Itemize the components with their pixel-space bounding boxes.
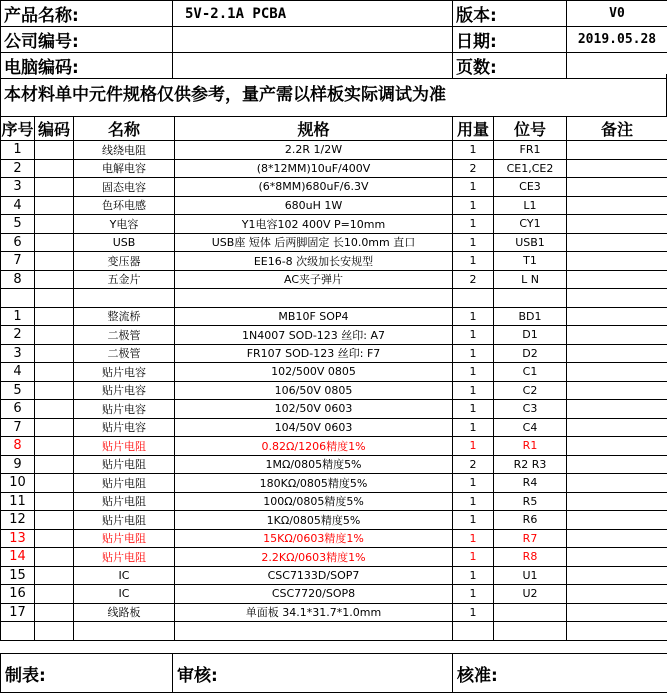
row-code[interactable]	[35, 215, 74, 234]
footer-table	[0, 653, 667, 693]
table-row	[1, 492, 667, 511]
row-name[interactable]: 贴片电阻	[74, 492, 175, 511]
row-name[interactable]: 电解电容	[74, 159, 175, 178]
row-name[interactable]: Y电容	[74, 215, 175, 234]
row-code[interactable]	[35, 270, 74, 289]
row-remark[interactable]	[567, 344, 667, 363]
row-spec[interactable]: 106/50V 0805	[175, 381, 453, 400]
row-qty[interactable]: 2	[453, 270, 494, 289]
row-remark[interactable]	[567, 178, 667, 197]
row-code[interactable]	[35, 141, 74, 160]
col-header-seq: 序号	[1, 117, 35, 141]
table-row	[1, 178, 667, 197]
row-qty[interactable]: 1	[453, 344, 494, 363]
row-name[interactable]: 色环电感	[74, 196, 175, 215]
row-qty[interactable]: 1	[453, 381, 494, 400]
blank-cell[interactable]	[494, 622, 567, 641]
version-label: 版本:	[453, 1, 567, 27]
row-seq[interactable]: 14	[1, 548, 35, 567]
row-spec[interactable]: 2.2KΩ/0603精度1%	[175, 548, 453, 567]
row-remark[interactable]	[567, 326, 667, 345]
row-qty[interactable]: 1	[453, 603, 494, 622]
row-seq[interactable]: 5	[1, 215, 35, 234]
row-seq[interactable]: 12	[1, 511, 35, 530]
col-header-code: 编码	[35, 117, 74, 141]
row-qty[interactable]: 1	[453, 363, 494, 382]
bom-table	[0, 116, 667, 641]
row-name[interactable]: 贴片电阻	[74, 437, 175, 456]
row-spec[interactable]: MB10F SOP4	[175, 307, 453, 326]
row-position[interactable]: C4	[494, 418, 567, 437]
row-seq[interactable]: 13	[1, 529, 35, 548]
row-code[interactable]	[35, 585, 74, 604]
row-qty[interactable]: 1	[453, 196, 494, 215]
row-seq[interactable]: 5	[1, 381, 35, 400]
row-position[interactable]: L1	[494, 196, 567, 215]
row-remark[interactable]	[567, 363, 667, 382]
bom-header-row	[1, 117, 667, 141]
row-qty[interactable]: 2	[453, 159, 494, 178]
row-code[interactable]	[35, 603, 74, 622]
row-name[interactable]: IC	[74, 566, 175, 585]
row-code[interactable]	[35, 159, 74, 178]
row-spec[interactable]: 1MΩ/0805精度5%	[175, 455, 453, 474]
table-row	[1, 400, 667, 419]
row-seq[interactable]: 4	[1, 363, 35, 382]
row-remark[interactable]	[567, 252, 667, 271]
blank-row	[1, 289, 667, 308]
blank-cell[interactable]	[74, 289, 175, 308]
row-position[interactable]: R5	[494, 492, 567, 511]
row-code[interactable]	[35, 196, 74, 215]
row-qty[interactable]: 1	[453, 307, 494, 326]
blank-cell[interactable]	[74, 622, 175, 641]
row-remark[interactable]	[567, 215, 667, 234]
row-position[interactable]: BD1	[494, 307, 567, 326]
col-header-name: 名称	[74, 117, 175, 141]
row-remark[interactable]	[567, 159, 667, 178]
table-row	[1, 233, 667, 252]
row-position[interactable]: D2	[494, 344, 567, 363]
row-seq[interactable]: 2	[1, 326, 35, 345]
row-name[interactable]: 贴片电阻	[74, 511, 175, 530]
row-seq[interactable]: 10	[1, 474, 35, 493]
row-remark[interactable]	[567, 437, 667, 456]
row-position[interactable]: C2	[494, 381, 567, 400]
row-code[interactable]	[35, 344, 74, 363]
row-position[interactable]: U2	[494, 585, 567, 604]
row-position[interactable]: R8	[494, 548, 567, 567]
computer-code-label: 电脑编码:	[1, 53, 173, 79]
row-spec[interactable]: 102/50V 0603	[175, 400, 453, 419]
row-remark[interactable]	[567, 566, 667, 585]
row-spec[interactable]: (8*12MM)10uF/400V	[175, 159, 453, 178]
row-spec[interactable]: USB座 短体 后两脚固定 长10.0mm 直口	[175, 233, 453, 252]
col-header-remark: 备注	[567, 117, 667, 141]
row-qty[interactable]: 1	[453, 400, 494, 419]
table-row	[1, 381, 667, 400]
row-remark[interactable]	[567, 603, 667, 622]
row-qty[interactable]: 1	[453, 141, 494, 160]
row-seq[interactable]: 7	[1, 252, 35, 271]
row-qty[interactable]: 2	[453, 455, 494, 474]
blank-cell[interactable]	[453, 289, 494, 308]
row-name[interactable]: 贴片电容	[74, 400, 175, 419]
row-code[interactable]	[35, 492, 74, 511]
made-by-label: 制表:	[1, 654, 173, 693]
spec-disclaimer-note: 本材料单中元件规格仅供参考，量产需以样板实际调试为准	[0, 74, 667, 116]
header-table	[0, 0, 667, 79]
table-row	[1, 603, 667, 622]
row-code[interactable]	[35, 548, 74, 567]
row-spec[interactable]: 1KΩ/0805精度5%	[175, 511, 453, 530]
row-position[interactable]: C3	[494, 400, 567, 419]
row-position[interactable]: CE3	[494, 178, 567, 197]
row-code[interactable]	[35, 511, 74, 530]
blank-cell[interactable]	[1, 622, 35, 641]
blank-cell[interactable]	[175, 289, 453, 308]
row-remark[interactable]	[567, 307, 667, 326]
row-code[interactable]	[35, 233, 74, 252]
row-remark[interactable]	[567, 529, 667, 548]
review-label: 审核:	[173, 654, 453, 693]
table-row	[1, 141, 667, 160]
row-position[interactable]: CY1	[494, 215, 567, 234]
row-name[interactable]: 二极管	[74, 326, 175, 345]
company-code-value[interactable]	[173, 27, 453, 53]
row-name[interactable]: IC	[74, 585, 175, 604]
table-row	[1, 437, 667, 456]
row-position[interactable]	[494, 603, 567, 622]
row-qty[interactable]: 1	[453, 418, 494, 437]
table-row	[1, 344, 667, 363]
row-position[interactable]: R1	[494, 437, 567, 456]
row-code[interactable]	[35, 455, 74, 474]
blank-cell[interactable]	[567, 289, 667, 308]
row-seq[interactable]: 15	[1, 566, 35, 585]
row-position[interactable]: R6	[494, 511, 567, 530]
blank-row	[1, 622, 667, 641]
col-header-position: 位号	[494, 117, 567, 141]
table-row	[1, 566, 667, 585]
date-label: 日期:	[453, 27, 567, 53]
row-name[interactable]: 贴片电容	[74, 381, 175, 400]
row-qty[interactable]: 1	[453, 529, 494, 548]
col-header-qty: 用量	[453, 117, 494, 141]
row-qty[interactable]: 1	[453, 548, 494, 567]
row-qty[interactable]: 1	[453, 585, 494, 604]
row-name[interactable]: 线绕电阻	[74, 141, 175, 160]
row-position[interactable]: C1	[494, 363, 567, 382]
row-spec[interactable]: 15KΩ/0603精度1%	[175, 529, 453, 548]
row-spec[interactable]: 680uH 1W	[175, 196, 453, 215]
row-position[interactable]: R4	[494, 474, 567, 493]
blank-cell[interactable]	[494, 289, 567, 308]
row-qty[interactable]: 1	[453, 437, 494, 456]
row-name[interactable]: 贴片电容	[74, 418, 175, 437]
blank-cell[interactable]	[453, 622, 494, 641]
table-row	[1, 418, 667, 437]
company-code-label: 公司编号:	[1, 27, 173, 53]
col-header-spec: 规格	[175, 117, 453, 141]
blank-cell[interactable]	[175, 622, 453, 641]
row-seq[interactable]: 6	[1, 400, 35, 419]
version-value[interactable]: V0	[567, 1, 667, 27]
table-row	[1, 196, 667, 215]
row-code[interactable]	[35, 474, 74, 493]
table-row	[1, 215, 667, 234]
table-row	[1, 326, 667, 345]
row-remark[interactable]	[567, 474, 667, 493]
row-qty[interactable]: 1	[453, 566, 494, 585]
row-remark[interactable]	[567, 511, 667, 530]
row-spec[interactable]: FR107 SOD-123 丝印: F7	[175, 344, 453, 363]
table-row	[1, 585, 667, 604]
row-spec[interactable]: Y1电容102 400V P=10mm	[175, 215, 453, 234]
row-name[interactable]: 贴片电阻	[74, 455, 175, 474]
blank-cell[interactable]	[35, 622, 74, 641]
row-code[interactable]	[35, 178, 74, 197]
row-code[interactable]	[35, 400, 74, 419]
row-spec[interactable]: EE16-8 次级加长安规型	[175, 252, 453, 271]
row-spec[interactable]: CSC7133D/SOP7	[175, 566, 453, 585]
table-row	[1, 252, 667, 271]
row-seq[interactable]: 8	[1, 270, 35, 289]
row-name[interactable]: 二极管	[74, 344, 175, 363]
blank-cell[interactable]	[567, 622, 667, 641]
row-seq[interactable]: 1	[1, 307, 35, 326]
row-position[interactable]: FR1	[494, 141, 567, 160]
row-name[interactable]: 五金片	[74, 270, 175, 289]
row-spec[interactable]: 102/500V 0805	[175, 363, 453, 382]
row-name[interactable]: 贴片电阻	[74, 529, 175, 548]
row-spec[interactable]: 0.82Ω/1206精度1%	[175, 437, 453, 456]
row-name[interactable]: 贴片电容	[74, 363, 175, 382]
row-seq[interactable]: 9	[1, 455, 35, 474]
row-name[interactable]: 变压器	[74, 252, 175, 271]
row-code[interactable]	[35, 307, 74, 326]
row-name[interactable]: 贴片电阻	[74, 474, 175, 493]
row-qty[interactable]: 1	[453, 492, 494, 511]
table-row	[1, 159, 667, 178]
row-remark[interactable]	[567, 270, 667, 289]
row-seq[interactable]: 3	[1, 344, 35, 363]
row-qty[interactable]: 1	[453, 511, 494, 530]
row-position[interactable]: CE1,CE2	[494, 159, 567, 178]
table-row	[1, 455, 667, 474]
row-remark[interactable]	[567, 455, 667, 474]
row-spec[interactable]: 单面板 34.1*31.7*1.0mm	[175, 603, 453, 622]
row-spec[interactable]: 104/50V 0603	[175, 418, 453, 437]
blank-cell[interactable]	[1, 289, 35, 308]
row-seq[interactable]: 4	[1, 196, 35, 215]
date-value[interactable]: 2019.05.28	[567, 27, 667, 53]
row-seq[interactable]: 6	[1, 233, 35, 252]
row-name[interactable]: 固态电容	[74, 178, 175, 197]
row-name[interactable]: 线路板	[74, 603, 175, 622]
row-position[interactable]: L N	[494, 270, 567, 289]
row-code[interactable]	[35, 566, 74, 585]
row-name[interactable]: 贴片电阻	[74, 548, 175, 567]
pages-label: 页数:	[453, 53, 567, 79]
row-remark[interactable]	[567, 233, 667, 252]
row-qty[interactable]: 1	[453, 178, 494, 197]
row-qty[interactable]: 1	[453, 233, 494, 252]
product-name-label: 产品名称:	[1, 1, 173, 27]
row-spec[interactable]: 1N4007 SOD-123 丝印: A7	[175, 326, 453, 345]
table-row	[1, 548, 667, 567]
row-name[interactable]: 整流桥	[74, 307, 175, 326]
table-row	[1, 529, 667, 548]
row-code[interactable]	[35, 363, 74, 382]
row-remark[interactable]	[567, 585, 667, 604]
row-qty[interactable]: 1	[453, 252, 494, 271]
row-seq[interactable]: 7	[1, 418, 35, 437]
row-code[interactable]	[35, 437, 74, 456]
row-remark[interactable]	[567, 196, 667, 215]
row-seq[interactable]: 1	[1, 141, 35, 160]
row-qty[interactable]: 1	[453, 474, 494, 493]
row-seq[interactable]: 11	[1, 492, 35, 511]
row-position[interactable]: R7	[494, 529, 567, 548]
row-seq[interactable]: 2	[1, 159, 35, 178]
row-code[interactable]	[35, 381, 74, 400]
table-row	[1, 511, 667, 530]
blank-cell[interactable]	[35, 289, 74, 308]
row-seq[interactable]: 16	[1, 585, 35, 604]
row-qty[interactable]: 1	[453, 326, 494, 345]
row-remark[interactable]	[567, 492, 667, 511]
table-row	[1, 270, 667, 289]
table-row	[1, 307, 667, 326]
row-spec[interactable]: 2.2R 1/2W	[175, 141, 453, 160]
row-qty[interactable]: 1	[453, 215, 494, 234]
row-spec[interactable]: 180KΩ/0805精度5%	[175, 474, 453, 493]
row-remark[interactable]	[567, 548, 667, 567]
table-row	[1, 474, 667, 493]
row-spec[interactable]: (6*8MM)680uF/6.3V	[175, 178, 453, 197]
row-remark[interactable]	[567, 400, 667, 419]
row-position[interactable]: R2 R3	[494, 455, 567, 474]
row-spec[interactable]: 100Ω/0805精度5%	[175, 492, 453, 511]
row-remark[interactable]	[567, 381, 667, 400]
row-position[interactable]: D1	[494, 326, 567, 345]
row-spec[interactable]: AC夹子弹片	[175, 270, 453, 289]
approve-label: 核准:	[453, 654, 667, 693]
row-remark[interactable]	[567, 418, 667, 437]
row-name[interactable]: USB	[74, 233, 175, 252]
row-position[interactable]: U1	[494, 566, 567, 585]
row-code[interactable]	[35, 326, 74, 345]
row-code[interactable]	[35, 252, 74, 271]
table-row	[1, 363, 667, 382]
row-seq[interactable]: 17	[1, 603, 35, 622]
row-position[interactable]: T1	[494, 252, 567, 271]
row-spec[interactable]: CSC7720/SOP8	[175, 585, 453, 604]
row-code[interactable]	[35, 529, 74, 548]
row-code[interactable]	[35, 418, 74, 437]
product-name-value[interactable]: 5V-2.1A PCBA	[173, 1, 453, 27]
row-seq[interactable]: 3	[1, 178, 35, 197]
row-remark[interactable]	[567, 141, 667, 160]
row-position[interactable]: USB1	[494, 233, 567, 252]
row-seq[interactable]: 8	[1, 437, 35, 456]
